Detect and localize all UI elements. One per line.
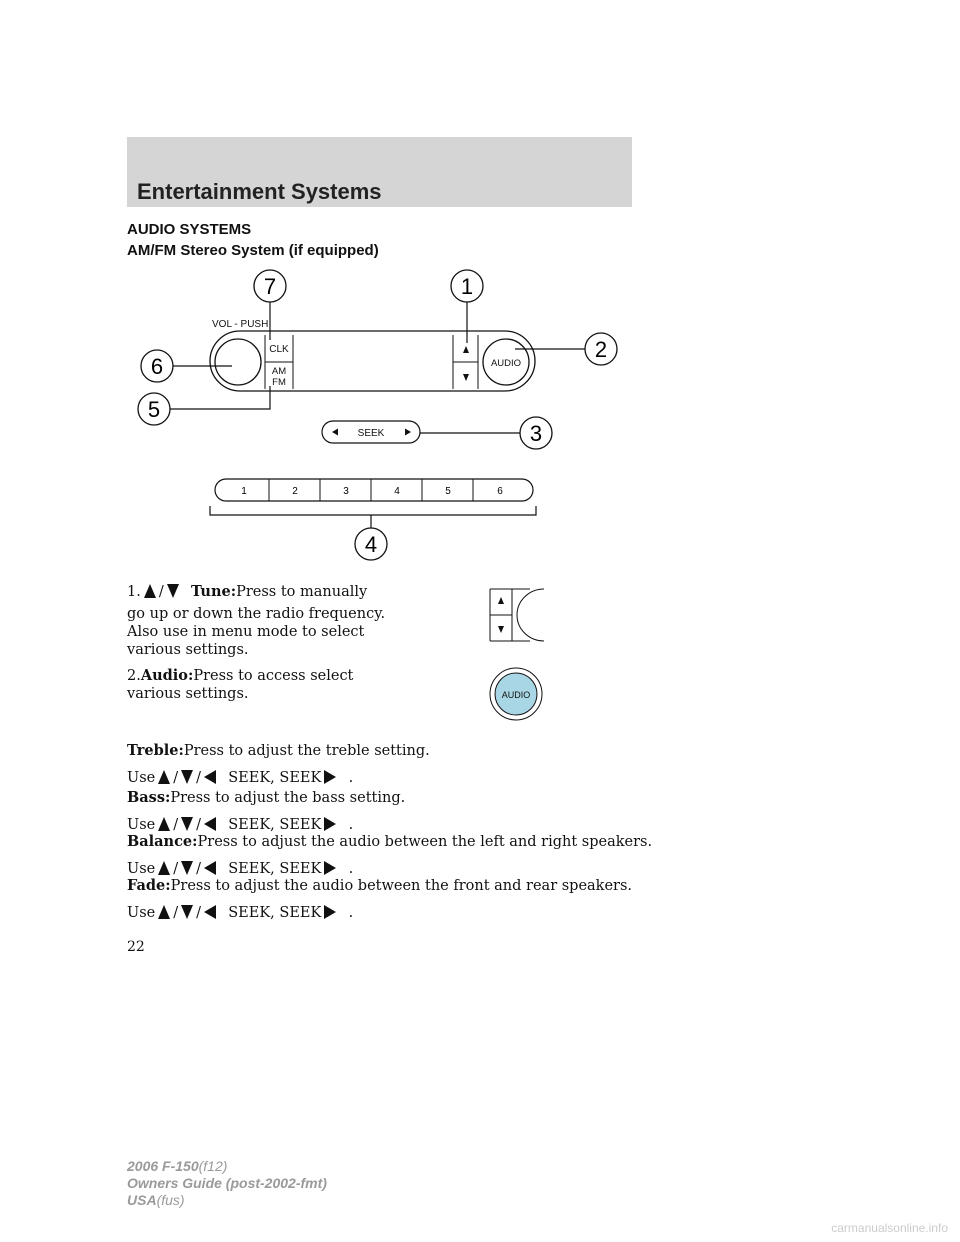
vol-push-label: VOL - PUSH [212,319,269,330]
svg-text:4: 4 [364,532,378,557]
setting-balance: Balance:Press to adjust the audio between the left and right speakers. Use / / SEEK, SEEK . [127,833,653,877]
callout-1 [451,270,483,302]
svg-text:7: 7 [263,274,277,299]
setting-treble: Treble:Press to adjust the treble setting. Use / / SEEK, SEEK . [127,742,430,786]
callout-7 [254,270,286,302]
preset-1: 1 [241,486,247,497]
tune-description: 1. / Tune:Press to manually go up or down the radio frequency. Also use in menu mode to select various settings. [127,583,386,658]
volume-knob [215,339,261,385]
seek-label: SEEK [357,428,385,439]
preset-2: 2 [292,486,298,497]
audio-knob-icon [488,666,544,722]
preset-4: 4 [394,486,400,497]
setting-fade: Fade:Press to adjust the audio between the front and rear speakers. Use / / SEEK, SEEK . [127,877,633,921]
clk-label: CLK [269,344,289,355]
tune-up-icon [463,346,469,353]
page-number: 22 [127,939,145,955]
svg-text:AUDIO: AUDIO [501,690,531,700]
preset-5: 5 [445,486,451,497]
svg-text:1: 1 [460,274,474,299]
callout-2 [585,333,617,365]
fm-label: FM [272,377,286,388]
watermark: carmanualsonline.info [831,1221,948,1235]
radio-faceplate [210,331,535,391]
section-subheading: AM/FM Stereo System (if equipped) [127,242,379,259]
am-label: AM [271,366,287,377]
callout-6 [141,350,173,382]
seek-right-icon [405,429,411,436]
tune-down-icon [463,374,469,381]
callout-4 [355,528,387,560]
preset-bar [215,479,533,501]
page-title: Entertainment Systems [137,179,382,204]
tune-buttons-icon [486,586,546,646]
preset-6: 6 [497,486,503,497]
footer: 2006 F-150(f12) Owners Guide (post-2002-fmt) USA(fus) [127,1158,327,1208]
radio-diagram [0,0,960,600]
svg-text:3: 3 [529,421,543,446]
callout-5 [138,393,170,425]
section-heading: AUDIO SYSTEMS [127,221,252,238]
svg-text:2: 2 [594,337,608,362]
audio-description: 2.Audio:Press to access select various settings. [127,667,354,702]
preset-3: 3 [343,486,349,497]
svg-text:6: 6 [150,354,164,379]
svg-text:5: 5 [147,397,161,422]
seek-left-icon [332,429,338,436]
audio-label: AUDIO [490,358,522,369]
callout-3 [520,417,552,449]
setting-bass: Bass:Press to adjust the bass setting. Use / / SEEK, SEEK . [127,789,406,833]
